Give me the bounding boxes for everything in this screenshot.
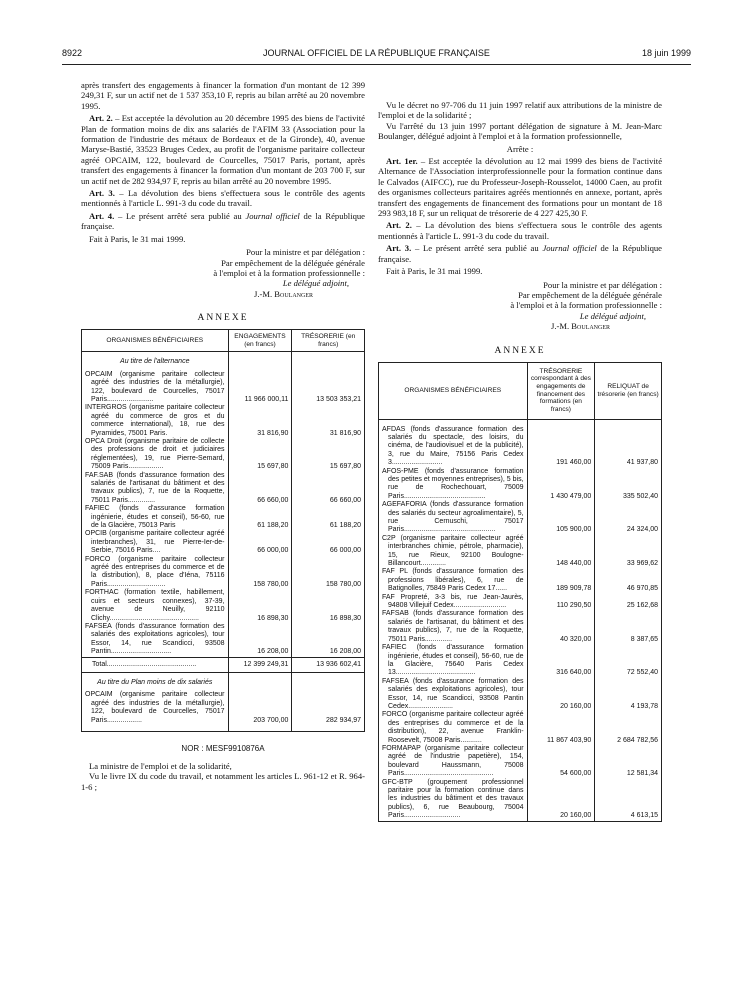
amount-cell: 203 700,00 — [228, 691, 292, 725]
article-2 — [81, 113, 365, 186]
amount-cell: 110 290,50 — [527, 594, 595, 611]
table-row — [82, 556, 365, 590]
table-row — [379, 426, 662, 468]
amount-cell: 282 934,97 — [292, 691, 365, 725]
spacer-row — [82, 725, 365, 732]
amount-cell: 61 188,20 — [292, 505, 365, 530]
amount-cell: 41 937,80 — [595, 426, 662, 468]
amount-cell: 8 387,65 — [595, 610, 662, 644]
amount-cell: 158 780,00 — [228, 556, 292, 590]
amount-cell: 31 816,90 — [228, 404, 292, 438]
amount-cell: 15 697,80 — [292, 438, 365, 472]
table-row — [379, 644, 662, 678]
signature-title: Le délégué adjoint, — [282, 278, 349, 289]
table-row — [379, 535, 662, 569]
left-column — [81, 80, 365, 792]
signatory-name: J.-M. Boulanger — [550, 321, 610, 332]
amount-cell: 13 503 353,21 — [292, 371, 365, 405]
organisme-cell: C2P (organisme paritaire collecteur agréé interbranches chimie, pétrole, pharmacie), 15, rue Rieux, 92100 Boulogne-Billancourt............. — [379, 535, 528, 569]
nor-reference: NOR : MESF9910876A — [181, 743, 265, 753]
table-row — [82, 438, 365, 472]
organisme-cell: FORCO (organisme paritaire collecteur agréé des entreprises du commerce et de la distribution), 8, place d'Iéna, 75116 Paris.............................. — [82, 556, 229, 590]
article-label: Art. 3. — [89, 188, 115, 199]
organisme-cell: GFC-BTP (groupement professionnel paritaire pour la formation continue dans les industries du bâtiment et des travaux publics), 6, rue Beaubourg, 75004 Paris............................. — [379, 779, 528, 822]
article-text: – Est acceptée la dévolution au 20 décembre 1995 des biens de l'activité Plan de formation moins de dix ans salariés de l'AFIM 33 (Association pour la formation de l'industrie des métaux de Bordeaux et de la Gironde), 40, avenue Maryse-Bastié, 33523 Bruges Cedex, au profit de l'organisme paritaire collecteur agréé OPCAIM, 122, boulevard de Courcelles, 75017 Paris, portant, après transfert des engagements à financer la formation d'un montant de 203 700 F, sur un actif net de 282 934,97 F, repris au bilan arrêté au 20 novembre 1995. — [81, 113, 365, 186]
section-row — [82, 672, 365, 691]
table-row — [82, 623, 365, 657]
fait-line: Fait à Paris, le 31 mai 1999. — [89, 233, 186, 244]
organisme-cell: OPCIB (organisme paritaire collecteur agréé interbranches), 31, rue Pierre-Ier-de-Serbie, 75016 Paris.... — [82, 530, 229, 555]
col-header-org: ORGANISMES BÉNÉFICIAIRES — [82, 330, 229, 352]
signature-line: Par empêchement de la déléguée générale — [221, 257, 365, 268]
amount-cell: 4 193,78 — [595, 678, 662, 712]
amount-cell: 316 640,00 — [527, 644, 595, 678]
right-column — [378, 100, 662, 822]
amount-cell: 2 684 782,56 — [595, 711, 662, 745]
total-label: Total.............................................. — [82, 657, 229, 672]
amount-cell: 61 188,20 — [228, 505, 292, 530]
organisme-cell: FAFSEA (fonds d'assurance formation des salariés des exploitations agricoles), tour Essor, 14, rue Scandicci, 93508 Pantin Cedex....................... — [379, 678, 528, 712]
total-row — [82, 657, 365, 672]
amount-cell: 4 613,15 — [595, 779, 662, 822]
organisme-cell: AGEFAFORIA (fonds d'assurance formation des salariés du secteur agroalimentaire), 5, rue Cernuschi, 75017 Paris............................................... — [379, 501, 528, 535]
amount-cell: 66 000,00 — [292, 530, 365, 555]
amount-cell: 16 898,30 — [228, 589, 292, 623]
paragraph: après transfert des engagements à financer la formation d'un montant de 12 399 249,31 F, sur un actif net de 1 537 353,10 F, repris au bilan arrêté au 20 novembre 1995. — [81, 80, 365, 111]
annexe-table-left — [81, 329, 365, 732]
table-row — [82, 691, 365, 725]
issue-date: 18 juin 1999 — [641, 48, 691, 58]
table-row — [82, 472, 365, 506]
table-row — [379, 779, 662, 822]
organisme-cell: FORCO (organisme paritaire collecteur agréé des entreprises du commerce et de la distribution), 22, avenue Franklin-Roosevelt, 75008 Paris........... — [379, 711, 528, 745]
amount-cell: 25 162,68 — [595, 594, 662, 611]
journal-title: JOURNAL OFFICIEL DE LA RÉPUBLIQUE FRANÇAISE — [263, 48, 490, 58]
organisme-cell: FORTHAC (formation textile, habillement, cuirs et secteurs connexes), 37-39, avenue de Neuilly, 92110 Clichy.............................................. — [82, 589, 229, 623]
organisme-cell: OPCAIM (organisme paritaire collecteur agréé des industries de la métallurgie), 122, boulevard de Courcelles, 75017 Paris........................ — [82, 371, 229, 405]
col-header-engagements: ENGAGEMENTS (en francs) — [228, 330, 292, 352]
amount-cell: 66 660,00 — [292, 472, 365, 506]
article-text: – Le présent arrêté sera publié au — [411, 243, 543, 254]
amount-cell: 16 898,30 — [292, 589, 365, 623]
header-rule — [62, 64, 691, 65]
table-row — [82, 505, 365, 530]
amount-cell: 16 208,00 — [292, 623, 365, 657]
annexe-heading: ANNEXE — [494, 345, 546, 356]
total-engagements: 12 399 249,31 — [228, 657, 292, 672]
organisme-cell: FORMAPAP (organisme paritaire collecteur agréé de l'industrie papetière), 154, boulevard Haussmann, 75008 Paris.............................................. — [379, 745, 528, 779]
amount-cell: 20 160,00 — [527, 779, 595, 822]
amount-cell: 189 909,78 — [527, 568, 595, 593]
col-header-reliquat: RELIQUAT de trésorerie (en francs) — [595, 362, 662, 419]
article-3 — [378, 243, 662, 264]
paragraph: La ministre de l'emploi et de la solidarité, — [89, 760, 232, 771]
empty-cell — [228, 725, 292, 732]
amount-cell: 46 970,85 — [595, 568, 662, 593]
paragraph: Vu le décret no 97-706 du 11 juin 1997 relatif aux attributions de la ministre de l'emploi et de la solidarité ; — [378, 100, 662, 121]
empty-cell — [228, 672, 292, 691]
table-row — [379, 501, 662, 535]
article-1 — [378, 156, 662, 218]
article-label: Art. 3. — [386, 243, 412, 254]
article-3 — [81, 188, 365, 209]
organisme-cell: AFOS-PME (fonds d'assurance formation des petites et moyennes entreprises), 5 bis, rue de Rochechouart, 75009 Paris.......................................... — [379, 468, 528, 502]
article-label: Art. 1er. — [386, 156, 418, 167]
amount-cell: 11 966 000,11 — [228, 371, 292, 405]
organisme-cell: FAF.SAB (fonds d'assurance formation des salariés de l'artisanat du bâtiment et des travaux publics), 7, rue de la Roquette, 75011 Paris.............. — [82, 472, 229, 506]
article-text: de la République française. — [378, 243, 662, 264]
organisme-cell: OPCAIM (organisme paritaire collecteur agréé des industries de la métallurgie), 122, boulevard de Courcelles, 75017 Paris.................. — [82, 691, 229, 725]
article-text: – La dévolution des biens s'effectuera sous le contrôle des agents mentionnés à l'article L. 991-3 du code du travail. — [378, 220, 663, 241]
annexe-table-right — [378, 362, 662, 822]
signatory-name: J.-M. Boulanger — [253, 288, 313, 299]
section-title: Au titre de l'alternance — [82, 352, 229, 371]
table-row — [379, 610, 662, 644]
table-row — [379, 745, 662, 779]
amount-cell: 335 502,40 — [595, 468, 662, 502]
article-text: – La dévolution des biens s'effectuera sous le contrôle des agents mentionnés à l'article L. 991-3 du code du travail. — [81, 188, 366, 209]
journal-name: Journal officiel — [542, 243, 597, 254]
organisme-cell: INTERGROS (organisme paritaire collecteur agréé du commerce de gros et du commerce international), 18, rue des Pyramides, 75001 Paris. — [82, 404, 229, 438]
empty-cell — [292, 352, 365, 371]
article-label: Art. 2. — [386, 220, 412, 231]
table-row — [379, 594, 662, 611]
fait-line: Fait à Paris, le 31 mai 1999. — [386, 266, 483, 277]
empty-cell — [228, 352, 292, 371]
paragraph: Vu le livre IX du code du travail, et notamment les articles L. 961-12 et R. 964-1-6 ; — [81, 771, 365, 792]
table-row — [82, 589, 365, 623]
arrete-heading: Arrête : — [506, 143, 534, 154]
amount-cell: 20 160,00 — [527, 678, 595, 712]
article-text: – Est acceptée la dévolution au 12 mai 1999 des biens de l'activité Alternance de l'Association interprofessionnelle pour la formation continue dans le Calvados (AIFCC), rue du Professeur-Joseph-Rousselot, 14000 Caen, au profit des organismes collecteurs paritaires agréés mentionnés en annexe, portant, après transfert des engagements de financement des formations pour un montant de 18 293 983,18 F, sur un reliquat de trésorerie de 4 227 425,30 F. — [378, 156, 663, 219]
article-2 — [378, 220, 662, 241]
article-label: Art. 2. — [89, 113, 113, 124]
amount-cell: 72 552,40 — [595, 644, 662, 678]
col-header-tresorerie-engagements: TRÉSORERIE correspondant à des engagements de financement des formations (en francs) — [527, 362, 595, 419]
amount-cell: 15 697,80 — [228, 438, 292, 472]
amount-cell: 191 460,00 — [527, 426, 595, 468]
signature-line: Pour la ministre et par délégation : — [543, 279, 662, 290]
article-text: – Le présent arrêté sera publié au — [114, 210, 246, 221]
table-row — [82, 371, 365, 405]
amount-cell: 105 900,00 — [527, 501, 595, 535]
amount-cell: 33 969,62 — [595, 535, 662, 569]
organisme-cell: OPCA Droit (organisme paritaire de collecte des professions de droit et judiciaires réglementées), 19, rue Pierre-Semard, 75009 Paris.................. — [82, 438, 229, 472]
page-number: 8922 — [62, 48, 83, 58]
annexe-heading: ANNEXE — [197, 313, 249, 324]
organisme-cell: FAF Propreté, 3-3 bis, rue Jean-Jaurès, 94808 Villejuif Cedex........................... — [379, 594, 528, 611]
organisme-cell: FAFSEA (fonds d'assurance formation des salariés des exploitations agricoles), tour Essor, 14, rue Scandicci, 93508 Pantin............................... — [82, 623, 229, 657]
page-header — [62, 48, 691, 62]
amount-cell: 148 440,00 — [527, 535, 595, 569]
signature-line: à l'emploi et à la formation professionnelle : — [510, 300, 662, 311]
amount-cell: 1 430 479,00 — [527, 468, 595, 502]
organisme-cell: FAFIEC (fonds d'assurance formation ingénierie, études et conseil), 56-60, rue de la Glacière, 75640 Paris Cedex 13......................................... — [379, 644, 528, 678]
empty-cell — [82, 725, 229, 732]
organisme-cell: FAF PL (fonds d'assurance formation des professions libérales), 6, rue de Batignolles, 75849 Paris Cedex 17...... — [379, 568, 528, 593]
section-row — [82, 352, 365, 371]
table-row — [379, 678, 662, 712]
col-header-tresorerie: TRÉSORERIE (en francs) — [292, 330, 365, 352]
total-tresorerie: 13 936 602,41 — [292, 657, 365, 672]
section-title: Au titre du Plan moins de dix salariés — [82, 672, 229, 691]
signature-line: Pour la ministre et par délégation : — [246, 247, 365, 258]
paragraph: Vu l'arrêté du 13 juin 1997 portant délégation de signature à M. Jean-Marc Boulanger, délégué adjoint à l'emploi et à la formation professionnelle, — [378, 120, 662, 142]
table-row — [82, 530, 365, 555]
signature-block — [378, 280, 662, 332]
amount-cell: 66 000,00 — [228, 530, 292, 555]
table-row — [379, 711, 662, 745]
amount-cell: 24 324,00 — [595, 501, 662, 535]
amount-cell: 11 867 403,90 — [527, 711, 595, 745]
article-text: de la République française. — [81, 210, 365, 232]
organisme-cell: FAFIEC (fonds d'assurance formation ingénierie, études et conseil), 56-60, rue de la Glacière, 75013 Paris — [82, 505, 229, 530]
amount-cell: 31 816,90 — [292, 404, 365, 438]
organisme-cell: FAFSAB (fonds d'assurance formation des salariés de l'artisanat, du bâtiment et des travaux publics), 7, rue de la Roquette, 75011 Paris.............. — [379, 610, 528, 644]
amount-cell: 54 600,00 — [527, 745, 595, 779]
col-header-org: ORGANISMES BÉNÉFICIAIRES — [379, 362, 528, 419]
journal-name: Journal officiel — [245, 210, 300, 221]
signature-line: Par empêchement de la déléguée générale — [518, 289, 662, 300]
amount-cell: 40 320,00 — [527, 610, 595, 644]
empty-cell — [292, 725, 365, 732]
amount-cell: 12 581,34 — [595, 745, 662, 779]
signature-block — [81, 247, 365, 299]
amount-cell: 66 660,00 — [228, 472, 292, 506]
table-row — [379, 568, 662, 593]
signature-title: Le délégué adjoint, — [579, 310, 646, 321]
organisme-cell: AFDAS (fonds d'assurance formation des salariés du spectacle, des loisirs, du cinéma, de l'audiovisuel et de la publicité), 3, rue du Maire, 75156 Paris Cedex 3.......................... — [379, 426, 528, 468]
table-row — [379, 468, 662, 502]
amount-cell: 16 208,00 — [228, 623, 292, 657]
article-4 — [81, 211, 365, 232]
signature-line: à l'emploi et à la formation professionnelle : — [213, 267, 365, 278]
amount-cell: 158 780,00 — [292, 556, 365, 590]
empty-cell — [292, 672, 365, 691]
article-label: Art. 4. — [89, 210, 115, 221]
table-row — [82, 404, 365, 438]
